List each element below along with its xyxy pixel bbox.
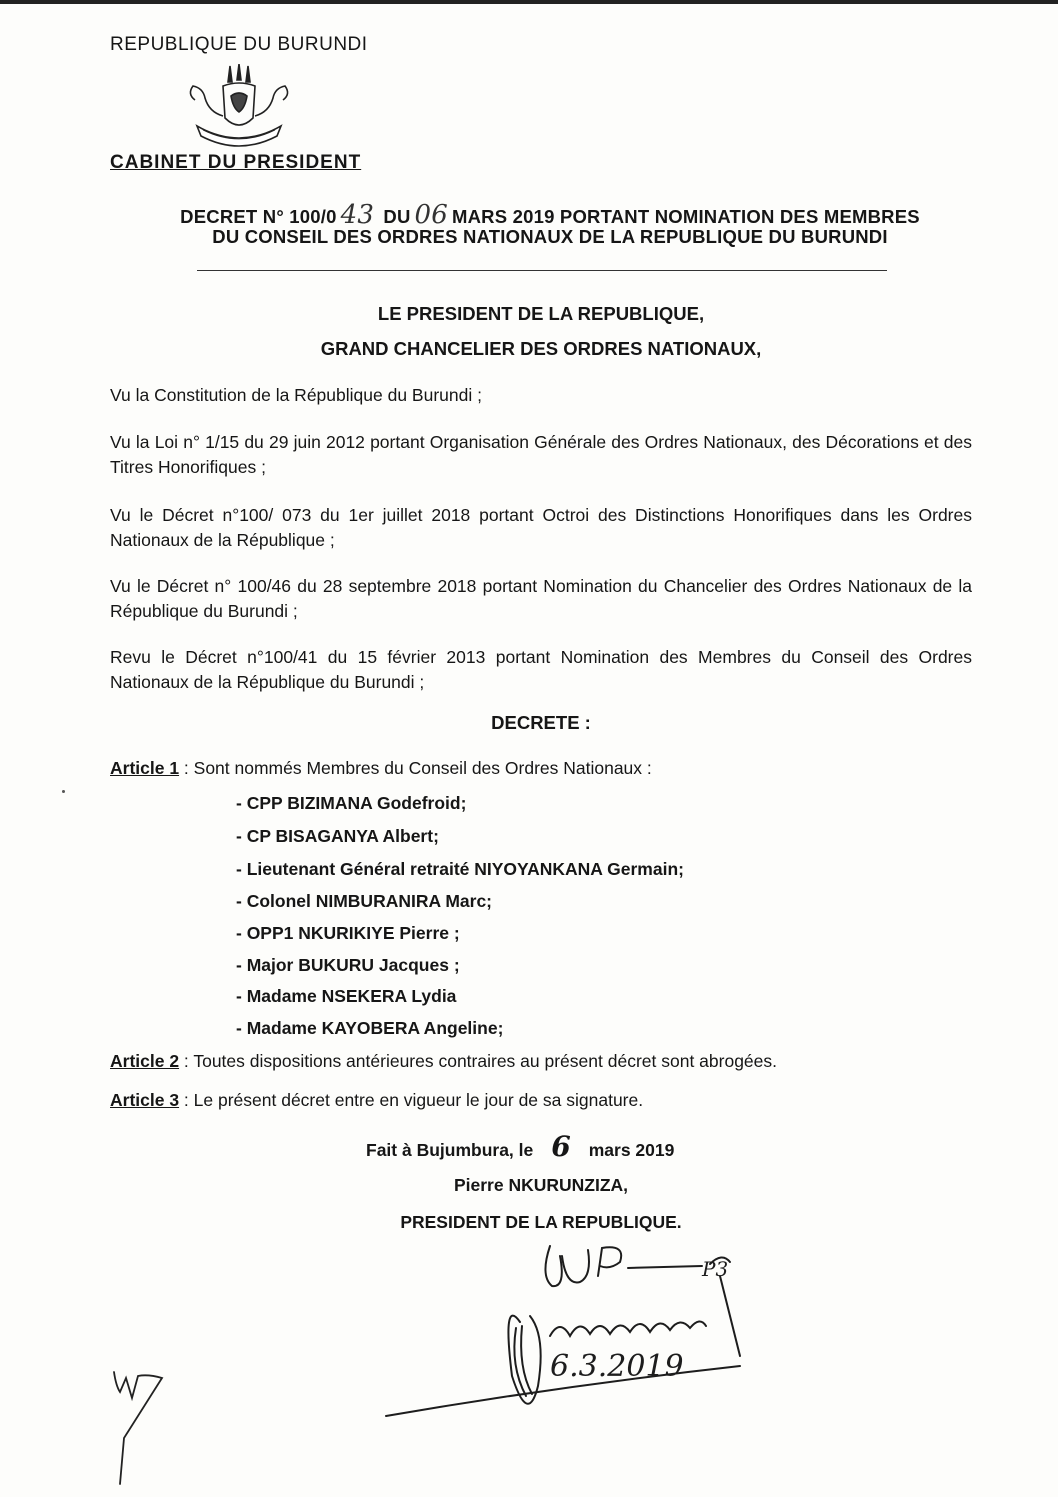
article-1-text: : Sont nommés Membres du Conseil des Ordres Nationaux : [179,758,652,778]
decree-title-line2: DU CONSEIL DES ORDRES NATIONAUX DE LA REPUBLIQUE DU BURUNDI [212,226,888,247]
title-du: DU [383,206,411,227]
signer-title: PRESIDENT DE LA REPUBLIQUE. [400,1212,682,1232]
handwritten-signature [380,1236,760,1436]
visa-decret-100-073: Vu le Décret n°100/ 073 du 1er juillet 2018 portant Octroi des Distinctions Honorifiques dans les Ordres Nationaux de la République ; [110,505,972,550]
article-1-label: Article 1 [110,758,180,778]
handwritten-signing-day: 6 [551,1130,571,1163]
initials-mark [108,1368,168,1488]
place-and-date [366,1130,674,1163]
article-3 [110,1090,643,1111]
handwritten-page-mark: P3 [702,1257,729,1281]
handwritten-decree-number: 43 [340,200,375,230]
handwritten-day: 06 [414,200,449,230]
scan-speck [62,790,65,793]
decrete-heading: DECRETE : [491,712,591,733]
member-item: - Madame NSEKERA Lydia [236,986,457,1006]
member-item: - Madame KAYOBERA Angeline; [236,1018,504,1038]
visa-constitution: Vu la Constitution de la République du Burundi ; [110,385,482,405]
member-item: - CP BISAGANYA Albert; [236,826,439,846]
visa-decret-100-41: Revu le Décret n°100/41 du 15 février 2013 portant Nomination des Membres du Conseil des Ordres Nationaux de la République du Burundi ; [110,647,972,692]
article-2-text: : Toutes dispositions antérieures contraires au présent décret sont abrogées. [179,1051,778,1071]
signing-month-year: mars 2019 [588,1140,675,1160]
article-3-text: : Le présent décret entre en vigueur le jour de sa signature. [179,1090,644,1110]
article-1 [110,758,652,779]
title-suffix: MARS 2019 PORTANT NOMINATION DES MEMBRES [452,206,920,227]
place-text: Fait à Bujumbura, le [366,1140,534,1160]
title-divider [197,270,887,271]
member-item: - CPP BIZIMANA Godefroid; [236,793,467,813]
visa-decret-100-46: Vu le Décret n° 100/46 du 28 septembre 2018 portant Nomination du Chancelier des Ordres Nationaux de la République du Burundi ; [110,576,972,621]
signer-name: Pierre NKURUNZIZA, [453,1175,629,1195]
member-item: - Lieutenant Général retraité NIYOYANKANA Germain; [236,859,684,879]
president-heading-line1: LE PRESIDENT DE LA REPUBLIQUE, [377,303,705,324]
article-2 [110,1051,777,1072]
president-heading-line2: GRAND CHANCELIER DES ORDRES NATIONAUX, [320,338,762,359]
handwritten-date: 6.3.2019 [550,1349,684,1384]
member-item: - Colonel NIMBURANIRA Marc; [236,891,493,911]
top-border-line [0,0,1058,4]
coat-of-arms-icon [183,64,295,156]
article-3-label: Article 3 [110,1090,180,1110]
member-item: - OPP1 NKURIKIYE Pierre ; [236,923,460,943]
article-2-label: Article 2 [110,1051,180,1071]
cabinet-header: CABINET DU PRESIDENT [110,152,362,173]
visa-loi-1-15: Vu la Loi n° 1/15 du 29 juin 2012 portant Organisation Générale des Ordres Nationaux, des Décorations et des Titres Honorifiques ; [110,432,972,477]
republic-header: REPUBLIQUE DU BURUNDI [110,34,368,55]
member-item: - Major BUKURU Jacques ; [236,955,460,975]
title-prefix: DECRET N° 100/0 [180,206,337,227]
